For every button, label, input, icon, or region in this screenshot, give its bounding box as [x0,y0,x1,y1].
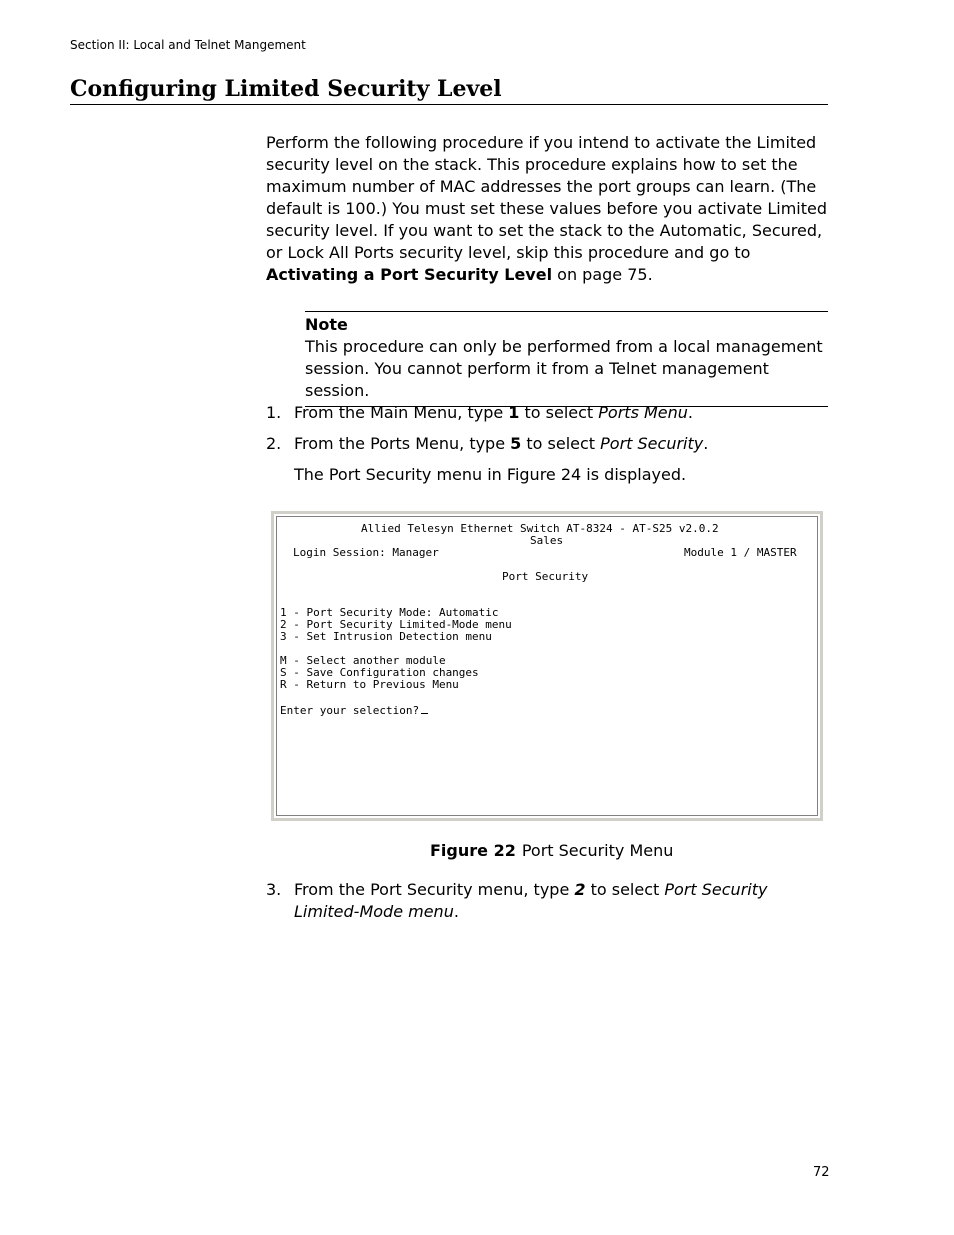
terminal-menu-option[interactable]: 2 - Port Security Limited-Mode menu [280,618,512,631]
cross-reference-link[interactable]: Activating a Port Security Level [266,265,553,284]
figure-caption [430,840,673,862]
note-box [305,311,828,407]
step-target: Port Security Limited-Mode menu [294,880,768,921]
intro-paragraph [266,132,828,286]
step-text-part: . [687,403,694,422]
step-item [266,402,828,424]
step-result: The Port Security menu in Figure 24 is displayed. [294,465,687,484]
step-item [266,433,828,455]
step-key: 5 [510,434,522,453]
terminal-session: Login Session: Manager [293,546,439,559]
step-text-part: From the Main Menu, type [294,403,509,422]
section-title: Configuring Limited Security Level [70,76,828,105]
step-key: 1 [508,403,520,422]
step-key: 2 [574,880,586,899]
page-number: 72 [813,1165,830,1180]
step-text-part: From the Ports Menu, type [294,434,511,453]
note-title: Note [305,315,348,334]
step-text [294,879,828,923]
step-text-part: to select [585,880,665,899]
step-number: 3. [266,880,282,899]
step-item [266,879,828,923]
step-text-part: to select [521,434,601,453]
terminal-command[interactable]: S - Save Configuration changes [280,666,479,679]
terminal-menu-option[interactable]: 1 - Port Security Mode: Automatic [280,606,499,619]
terminal-prompt-line[interactable] [280,703,428,717]
terminal-system-name: Sales [530,534,564,547]
terminal-window [276,516,818,816]
intro-text: Perform the following procedure if you intend to activate the Limited security level on the stack. This procedure explains how to set the maximum number of MAC addresses the port groups can learn. (The default is 100.) You must set these values before you activate Limited security level. If you want to set the stack to the Automatic, Secured, or Lock All Ports security level, skip this procedure and go to [266,133,827,262]
terminal-command[interactable]: R - Return to Previous Menu [280,678,459,691]
terminal-module: Module 1 / MASTER [684,546,797,559]
step-text-part: From the Port Security menu, type [294,880,575,899]
terminal-screenshot [271,511,823,821]
cursor-icon [421,703,428,714]
note-text: This procedure can only be performed from a local management session. You cannot perform it from a Telnet management session. [305,337,823,400]
terminal-prompt: Enter your selection? [280,704,420,717]
step-target: Port Security [600,434,704,453]
step-number: 1. [266,403,282,422]
figure-caption-text: Port Security Menu [521,841,674,860]
terminal-banner: Allied Telesyn Ethernet Switch AT-8324 - AT-S25 v2.0.2 [361,522,719,535]
step-text-part: . [453,902,459,921]
step-text [294,433,828,455]
step-target: Ports Menu [598,403,688,422]
terminal-menu-title: Port Security [502,570,589,583]
figure-label: Figure 22 [430,841,516,860]
step-text-part: to select [519,403,599,422]
intro-suffix: on page 75. [552,265,653,284]
running-header: Section II: Local and Telnet Mangement [70,38,306,52]
terminal-command[interactable]: M - Select another module [280,654,446,667]
terminal-menu-option[interactable]: 3 - Set Intrusion Detection menu [280,630,492,643]
step-text-part: . [703,434,709,453]
step-number: 2. [266,434,282,453]
step-text [294,402,828,424]
